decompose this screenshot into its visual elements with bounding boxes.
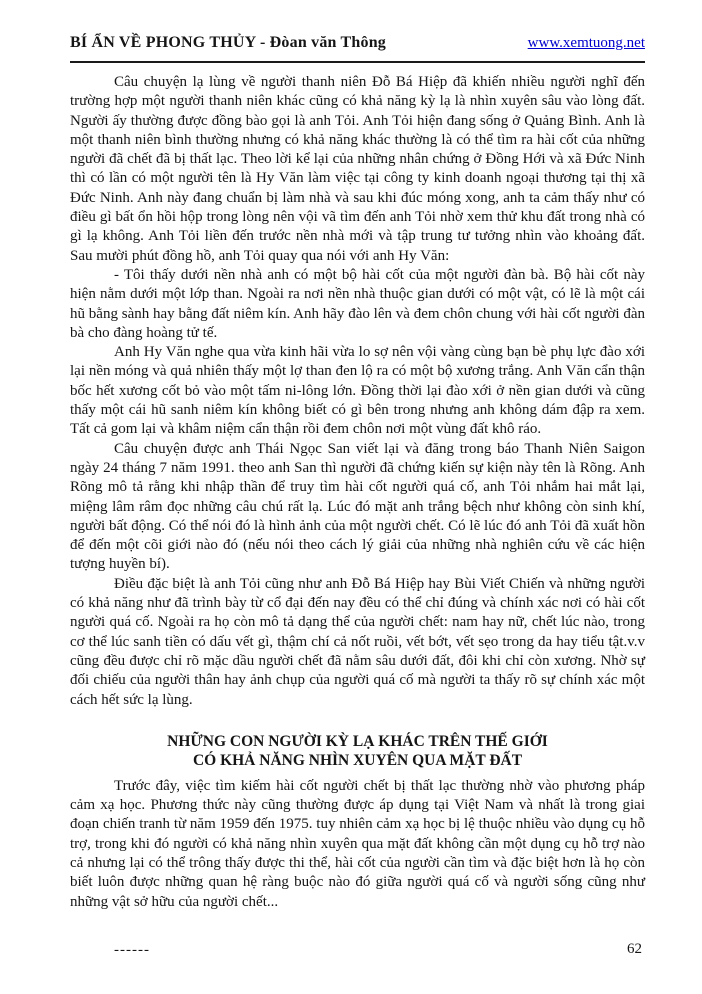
page-header xyxy=(70,34,645,52)
section-heading-line1: NHỮNG CON NGƯỜI KỲ LẠ KHÁC TRÊN THẾ GIỚI xyxy=(167,732,548,750)
header-divider xyxy=(70,61,645,63)
body-paragraph: Trước đây, việc tìm kiếm hài cốt người chết bị thất lạc thường nhờ vào phương pháp cảm xạ học. Phương thức này cũng thường được áp dụng tại Việt Nam và nhất là trong giai đoạn chiến tranh từ năm 1959 đến 1975. tuy nhiên cảm xạ học bị lệ thuộc nhiều vào dụng cụ hỗ trợ, trong khi đó người có khả năng nhìn xuyên qua mặt đất không cần một dụng cụ hỗ trợ nào cả nhưng lại có thể trông thấy được thi thể, hài cốt của người cần tìm và đặc biệt hơn là họ còn biết luôn được những quan hệ ràng buộc nào đó giữa người quá cố và người sống cũng như những vật sở hữu của người chết... xyxy=(70,777,645,910)
body-paragraph: Câu chuyện được anh Thái Ngọc San viết lại và đăng trong báo Thanh Niên Saigon ngày 24 tháng 7 năm 1991. theo anh San thì người đã chứng kiến sự kiện này tên là Rõng. Anh Rõng mô tả rằng khi nhập thần để truy tìm hài cốt người quá cố, anh Tỏi nhắm hai mắt lại, miệng lâm râm đọc những câu chú rất lạ. Lúc đó mặt anh trắng bệch như không còn sinh khí, người bất động. Có thể nói đó là hình ảnh của một người chết. Có lẽ lúc đó anh Tỏi đã xuất hồn để đến một cõi giới nào đó (nếu nói theo cách lý giải của những nhà nghiên cứu về các hiện tượng huyền bí). xyxy=(70,440,645,573)
section-heading xyxy=(70,732,645,771)
body-paragraph: - Tôi thấy dưới nền nhà anh có một bộ hài cốt của một người đàn bà. Bộ hài cốt này hiện nằm dưới một lớp than. Ngoài ra nơi nền nhà thuộc gian dưới có một vật, có lẽ là một cái hũ bằng sành hay bằng đất niêm kín. Anh hãy đào lên và đem chôn chung với hài cốt người đàn bà cho đàng hoàng tử tế. xyxy=(70,266,645,341)
body-paragraph: Anh Hy Văn nghe qua vừa kinh hãi vừa lo sợ nên vội vàng cùng bạn bè phụ lực đào xới lại nền móng và quả nhiên thấy một lợ than đen lộ ra có một bộ xương trắng. Anh Văn cẩn thận bốc hết xương cốt bỏ vào một tấm ni-lông lớn. Đồng thời lại đào xới ở nền gian dưới và cũng thấy một cái hũ sanh niêm kín không biết có gì bên trong nhưng anh không dám đập ra xem. Tất cả gom lại và khâm niệm cẩn thận rồi đem chôn nơi một vùng đất khô ráo. xyxy=(70,344,645,438)
book-title: BÍ ẨN VỀ PHONG THỦY - Đòan văn Thông xyxy=(70,34,387,51)
website-link[interactable]: www.xemtuong.net xyxy=(527,35,645,51)
body-text xyxy=(70,73,645,959)
body-paragraph: Điều đặc biệt là anh Tỏi cũng như anh Đỗ Bá Hiệp hay Bùi Viết Chiến và những người có khả năng như đã trình bày từ cổ đại đến nay đều có thể chỉ đúng và chính xác nơi có hài cốt người quá cố. Ngoài ra họ còn mô tả dạng thể của người chết: nam hay nữ, chết lúc nào, trong cơ thể lúc sanh tiền có dấu vết gì, thậm chí cả nốt ruồi, vết bớt, vết sẹo trong da hay tiểu tật.v.v cũng đều được chỉ rõ mặc dầu người chết đã nằm sâu dưới đất, đôi khi chỉ còn xương. Nhờ sự đối chiếu của người thân hay ảnh chụp của người quá cố mà người ta thấy rõ sự chính xác một cách hết sức lạ lùng. xyxy=(70,575,645,708)
section-heading-line2: CÓ KHẢ NĂNG NHÌN XUYÊN QUA MẶT ĐẤT xyxy=(192,752,523,770)
page-number: 62 xyxy=(627,941,642,957)
body-paragraph: Câu chuyện lạ lùng về người thanh niên Đỗ Bá Hiệp đã khiến nhiều người nghĩ đến trường hợp một người thanh niên khác cũng có khả năng kỳ lạ là nhìn xuyên sâu vào lòng đất. Người ấy thường được đồng bào gọi là anh Tỏi. Anh Tỏi hiện đang sống ở Quảng Bình. Anh là một thanh niên bình thường nhưng có khả năng khác thường là có thể tìm ra hài cốt của những người đã chết đã bị thất lạc. Theo lời kể lại của những nhân chứng ở Đồng Hới và xã Đức Ninh thì có lần có một người tên là Hy Văn làm việc tại công ty kinh doanh ngoại thương tại thị xã Đức Ninh. Anh này đang chuẩn bị làm nhà và sau khi đúc móng xong, anh ta cảm thấy như có điều gì bất ổn hồi hộp trong lòng nên vội vã tìm đến anh Tỏi nhờ xem thử khu đất trong nhà có gì lạ không. Anh Tỏi liền đến trước nền nhà mới và tập trung tư tưởng nhìn vào khoảng đất. Sau mười phút đồng hồ, anh Tỏi quay qua nói với anh Hy Văn: xyxy=(70,74,645,264)
dash-separator: ------ xyxy=(114,941,150,958)
